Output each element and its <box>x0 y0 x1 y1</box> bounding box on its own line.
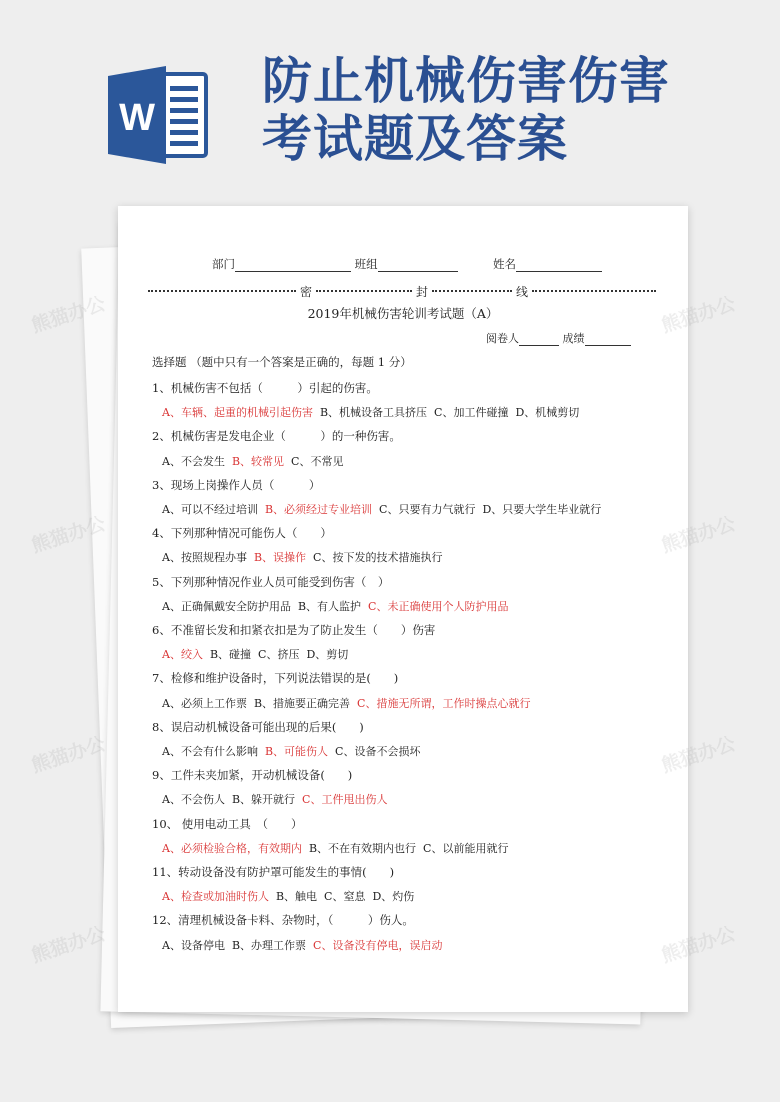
answer-option[interactable]: B、不在有效期内也行 <box>308 841 417 855</box>
seal-char: 密 <box>300 285 313 299</box>
answer-option[interactable]: C、设备不会损坏 <box>335 745 421 758</box>
correct-answer-option[interactable]: B、必须经过专业培训 <box>264 503 373 516</box>
word-logo-icon <box>108 66 210 164</box>
seal-dots <box>316 290 412 292</box>
answer-option[interactable]: C、按下发的技术措施执行 <box>313 551 443 565</box>
score-field[interactable] <box>585 332 631 346</box>
correct-answer-option[interactable]: A、绞入 <box>162 648 203 662</box>
answer-option[interactable]: B、机械设备工具挤压 <box>319 406 428 420</box>
name-field[interactable] <box>516 258 602 272</box>
answer-option[interactable]: C、不常见 <box>291 454 344 468</box>
answer-option[interactable]: D、剪切 <box>306 648 349 662</box>
banner-title-line2: 考试题及答案 <box>262 110 568 168</box>
question-text: 7、检修和维护设备时，下列说法错误的是( ) <box>152 671 399 686</box>
question-text: 6、不准留长发和扣紧衣扣是为了防止发生（ ）伤害 <box>152 623 436 637</box>
answer-option[interactable]: B、办理工作票 <box>231 938 307 952</box>
answer-option[interactable]: C、窒息 <box>324 890 366 904</box>
watermark: 熊猫办公 <box>28 922 109 968</box>
option-row <box>162 743 427 759</box>
correct-answer-option[interactable]: A、必须检验合格，有效期内 <box>162 841 302 855</box>
header-fields <box>212 256 602 272</box>
correct-answer-option[interactable]: B、可能伤人 <box>264 745 329 758</box>
answer-option[interactable]: C、只要有力气就行 <box>379 503 476 516</box>
question-text: 5、下列那种情况作业人员可能受到伤害（ ） <box>152 574 390 589</box>
watermark: 熊猫办公 <box>28 512 109 558</box>
correct-answer-option[interactable]: C、措施无所谓，工作时操点心就行 <box>357 696 531 710</box>
correct-answer-option[interactable]: C、未正确使用个人防护用品 <box>368 599 509 613</box>
score-label: 成绩 <box>562 332 585 345</box>
answer-option[interactable]: A、不会有什么影响 <box>162 745 258 758</box>
watermark: 熊猫办公 <box>658 512 739 558</box>
seal-dots <box>532 290 656 292</box>
word-logo-letter: W <box>119 97 155 139</box>
watermark: 熊猫办公 <box>658 732 739 778</box>
option-row <box>162 646 355 662</box>
answer-option[interactable]: A、设备停电 <box>162 938 225 952</box>
seal-char: 线 <box>516 285 529 299</box>
seal-dots <box>432 290 512 292</box>
answer-option[interactable]: B、措施要正确完善 <box>253 696 351 710</box>
answer-option[interactable]: A、正确佩戴安全防护用品 <box>162 599 291 613</box>
question-text: 3、现场上岗操作人员（ ） <box>152 477 321 492</box>
question-text: 9、工件未夹加紧，开动机械设备( ) <box>152 768 353 783</box>
name-label: 姓名 <box>492 257 516 271</box>
correct-answer-option[interactable]: C、设备没有停电，误启动 <box>313 938 443 952</box>
option-row <box>162 937 449 953</box>
answer-option[interactable]: D、灼伤 <box>372 890 415 904</box>
banner-title <box>262 52 762 168</box>
team-label: 班组 <box>354 257 378 271</box>
answer-option[interactable]: C、加工件碰撞 <box>434 406 509 420</box>
answer-option[interactable]: B、碰撞 <box>209 648 252 662</box>
seal-dots <box>148 290 296 292</box>
section-title: 选择题 （题中只有一个答案是正确的，每题 1 分） <box>152 355 412 369</box>
dept-label: 部门 <box>212 257 235 271</box>
correct-answer-option[interactable]: C、工件甩出伤人 <box>302 793 388 807</box>
exam-title: 2019年机械伤害轮训考试题（A） <box>307 306 499 321</box>
answer-option[interactable]: B、躲开就行 <box>231 793 296 807</box>
answer-option[interactable]: C、以前能用就行 <box>423 841 509 855</box>
question-text: 10、 使用电动工具 （ ） <box>152 816 303 831</box>
answer-option[interactable]: B、触电 <box>275 890 318 904</box>
question-text: 8、误启动机械设备可能出现的后果( ) <box>152 719 364 734</box>
option-row <box>162 791 394 807</box>
answer-option[interactable]: D、只要大学生毕业就行 <box>482 503 602 516</box>
option-row <box>162 501 608 517</box>
correct-answer-option[interactable]: B、误操作 <box>253 551 307 565</box>
answer-option[interactable]: A、按照规程办事 <box>162 551 247 565</box>
answer-option[interactable]: D、机械剪切 <box>515 406 580 420</box>
option-row <box>162 840 515 856</box>
grader-label: 阅卷人 <box>486 332 519 345</box>
question-text: 4、下列那种情况可能伤人（ ） <box>152 526 332 541</box>
seal-line <box>148 284 656 298</box>
answer-option[interactable]: C、挤压 <box>258 648 300 662</box>
answer-option[interactable]: A、不会伤人 <box>162 793 225 807</box>
banner-title-line1: 防止机械伤害伤害 <box>262 52 670 110</box>
option-row <box>162 695 537 711</box>
correct-answer-option[interactable]: A、车辆、起重的机械引起伤害 <box>162 406 313 420</box>
option-row <box>162 404 586 420</box>
watermark: 熊猫办公 <box>28 292 109 338</box>
watermark: 熊猫办公 <box>28 732 109 778</box>
option-row <box>162 598 515 614</box>
question-text: 2、机械伤害是发电企业（ ）的一种伤害。 <box>152 429 401 444</box>
correct-answer-option[interactable]: B、较常见 <box>231 454 285 468</box>
document-page <box>118 206 688 1012</box>
question-text: 12、清理机械设备卡料、杂物时，（ ）伤人。 <box>152 913 414 928</box>
seal-char: 封 <box>416 285 429 299</box>
team-field[interactable] <box>378 258 458 272</box>
question-text: 11、转动设备没有防护罩可能发生的事情( ) <box>152 865 395 879</box>
answer-option[interactable]: B、有人监护 <box>297 599 362 613</box>
grader-field[interactable] <box>519 332 559 346</box>
answer-option[interactable]: A、必须上工作票 <box>162 696 247 710</box>
watermark: 熊猫办公 <box>658 922 739 968</box>
answer-option[interactable]: A、不会发生 <box>162 454 225 468</box>
option-row <box>162 549 449 565</box>
dept-field[interactable] <box>235 258 351 272</box>
watermark: 熊猫办公 <box>658 292 739 338</box>
answer-option[interactable]: A、可以不经过培训 <box>162 503 258 516</box>
grading-fields <box>486 330 631 346</box>
question-text: 1、机械伤害不包括（ ）引起的伤害。 <box>152 381 378 395</box>
option-row <box>162 888 421 904</box>
correct-answer-option[interactable]: A、检查或加油时伤人 <box>162 890 269 904</box>
option-row <box>162 453 350 469</box>
